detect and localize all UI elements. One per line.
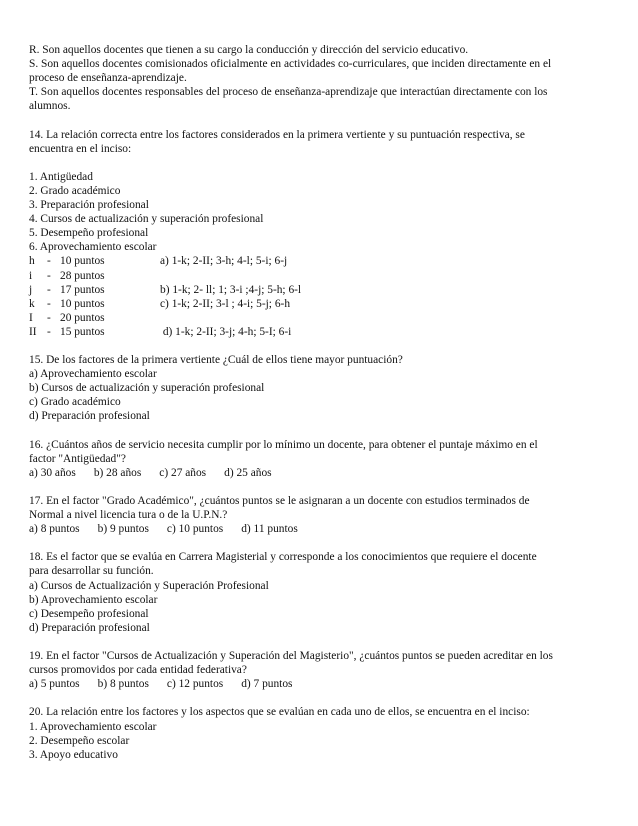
question-16	[29, 438, 619, 480]
points-value: 20 puntos	[60, 311, 105, 324]
question-stem: 17. En el factor "Grado Académico", ¿cuántos puntos se le asignaran a un docente con estudios terminados de	[29, 495, 530, 507]
question-stem: 18. Es el factor que se evalúa en Carrera Magisterial y corresponde a los conocimientos que requiere el docente	[29, 551, 537, 564]
points-dash: -	[47, 255, 51, 268]
points-letter: h	[29, 255, 35, 268]
points-row	[29, 269, 619, 283]
answer-option: c) Grado académico	[29, 396, 121, 409]
answer-option: b) 8 puntos	[97, 678, 149, 691]
answer-option: d) 1-k; 2-II; 3-j; 4-h; 5-I; 6-i	[160, 325, 292, 338]
factor-item: 6. Aprovechamiento escolar	[29, 241, 157, 254]
answer-option: a) Aprovechamiento escolar	[29, 368, 157, 381]
points-letter: i	[29, 269, 33, 282]
answer-option: c) 12 puntos	[166, 678, 224, 691]
points-dash: -	[47, 297, 51, 310]
answer-option: b) 1-k; 2- ll; 1; 3-i ;4-j; 5-h; 6-l	[160, 283, 302, 296]
answer-option: a) Cursos de Actualización y Superación Profesional	[29, 579, 269, 592]
factor-item: 3. Preparación profesional	[29, 199, 149, 212]
answer-option: c) 10 puntos	[166, 523, 224, 536]
definition-line: S. Son aquellos docentes comisionados oficialmente en actividades co-curriculares, que inciden directamente en el	[29, 58, 552, 71]
points-value: 28 puntos	[60, 269, 105, 282]
definition-line: alumnos.	[29, 100, 71, 113]
answer-option: c) 1-k; 2-II; 3-l ; 4-i; 5-j; 6-h	[160, 297, 291, 310]
points-row	[29, 325, 619, 339]
points-letter: I	[29, 311, 33, 324]
points-value: 17 puntos	[60, 283, 105, 296]
answer-option: d) 7 puntos	[241, 678, 293, 691]
points-dash: -	[47, 311, 51, 324]
answer-option: d) Preparación profesional	[29, 621, 150, 634]
question-stem: 16. ¿Cuántos años de servicio necesita cumplir por lo mínimo un docente, para obtener el puntaje máximo en el	[29, 438, 538, 451]
question-stem: 19. En el factor "Cursos de Actualización y Superación del Magisterio", ¿cuántos puntos se pueden acreditar en los	[29, 650, 553, 663]
answer-option: c) Desempeño profesional	[29, 607, 149, 620]
points-letter: j	[29, 283, 33, 296]
definition-line: R. Son aquellos docentes que tienen a su cargo la conducción y dirección del servicio educativo.	[29, 44, 469, 56]
points-dash: -	[47, 283, 51, 296]
answer-option: d) Preparación profesional	[29, 410, 150, 423]
points-dash: -	[47, 269, 51, 282]
question-stem: encuentra en el inciso:	[29, 142, 132, 155]
answer-option: b) 28 años	[93, 466, 142, 479]
answer-options-row	[29, 522, 619, 536]
answer-option: a) 5 puntos	[29, 678, 80, 691]
question-20	[29, 705, 619, 761]
answer-option: d) 25 años	[224, 466, 272, 479]
answer-option: b) Cursos de actualización y superación profesional	[29, 382, 265, 395]
points-row	[29, 254, 619, 268]
definition-line: proceso de enseñanza-aprendizaje.	[29, 72, 187, 85]
answer-option: b) Aprovechamiento escolar	[29, 593, 158, 606]
question-17	[29, 494, 619, 536]
question-stem: 15. De los factores de la primera vertiente ¿Cuál de ellos tiene mayor puntuación?	[29, 354, 403, 367]
points-value: 10 puntos	[60, 255, 105, 268]
answer-option: a) 1-k; 2-II; 3-h; 4-l; 5-i; 6-j	[160, 255, 288, 268]
answer-option: a) 30 años	[29, 466, 76, 479]
question-19	[29, 649, 619, 691]
answer-option: c) 27 años	[159, 466, 207, 479]
answer-option: d) 11 puntos	[241, 523, 298, 536]
definition-line: T. Son aquellos docentes responsables del proceso de enseñanza-aprendizaje que interactúan directamente con los	[29, 86, 548, 99]
answer-option: b) 9 puntos	[97, 523, 149, 536]
factor-item: 4. Cursos de actualización y superación profesional	[29, 213, 264, 226]
answer-option: a) 8 puntos	[29, 523, 80, 536]
factor-item: 1. Aprovechamiento escolar	[29, 720, 157, 733]
points-row	[29, 311, 619, 325]
question-stem: factor "Antigüedad"?	[29, 452, 126, 465]
answer-options-row	[29, 466, 619, 480]
question-stem: 20. La relación entre los factores y los aspectos que se evalúan en cada uno de ellos, se encuentra en el inciso:	[29, 706, 530, 719]
question-stem: cursos promovidos por cada entidad federativa?	[29, 664, 247, 677]
document-page	[29, 43, 619, 762]
factor-item: 2. Desempeño escolar	[29, 734, 130, 747]
answer-options-row	[29, 677, 619, 691]
points-letter: II	[29, 325, 37, 338]
question-stem: 14. La relación correcta entre los factores considerados en la primera vertiente y su puntuación respectiva, se	[29, 128, 525, 141]
factor-item: 1. Antigüedad	[29, 170, 93, 183]
definitions-block	[29, 43, 619, 113]
question-14	[29, 128, 619, 339]
points-row	[29, 297, 619, 311]
question-18	[29, 550, 619, 635]
factor-item: 2. Grado académico	[29, 184, 121, 197]
points-value: 10 puntos	[60, 297, 105, 310]
question-stem: Normal a nivel licencia tura o de la U.P.N.?	[29, 509, 228, 522]
points-value: 15 puntos	[60, 325, 105, 338]
points-row	[29, 283, 619, 297]
factor-item: 3. Apoyo educativo	[29, 748, 118, 761]
question-stem: para desarrollar su función.	[29, 565, 154, 578]
factor-item: 5. Desempeño profesional	[29, 227, 149, 240]
question-15	[29, 353, 619, 423]
points-dash: -	[47, 325, 51, 338]
points-letter: k	[29, 297, 35, 310]
